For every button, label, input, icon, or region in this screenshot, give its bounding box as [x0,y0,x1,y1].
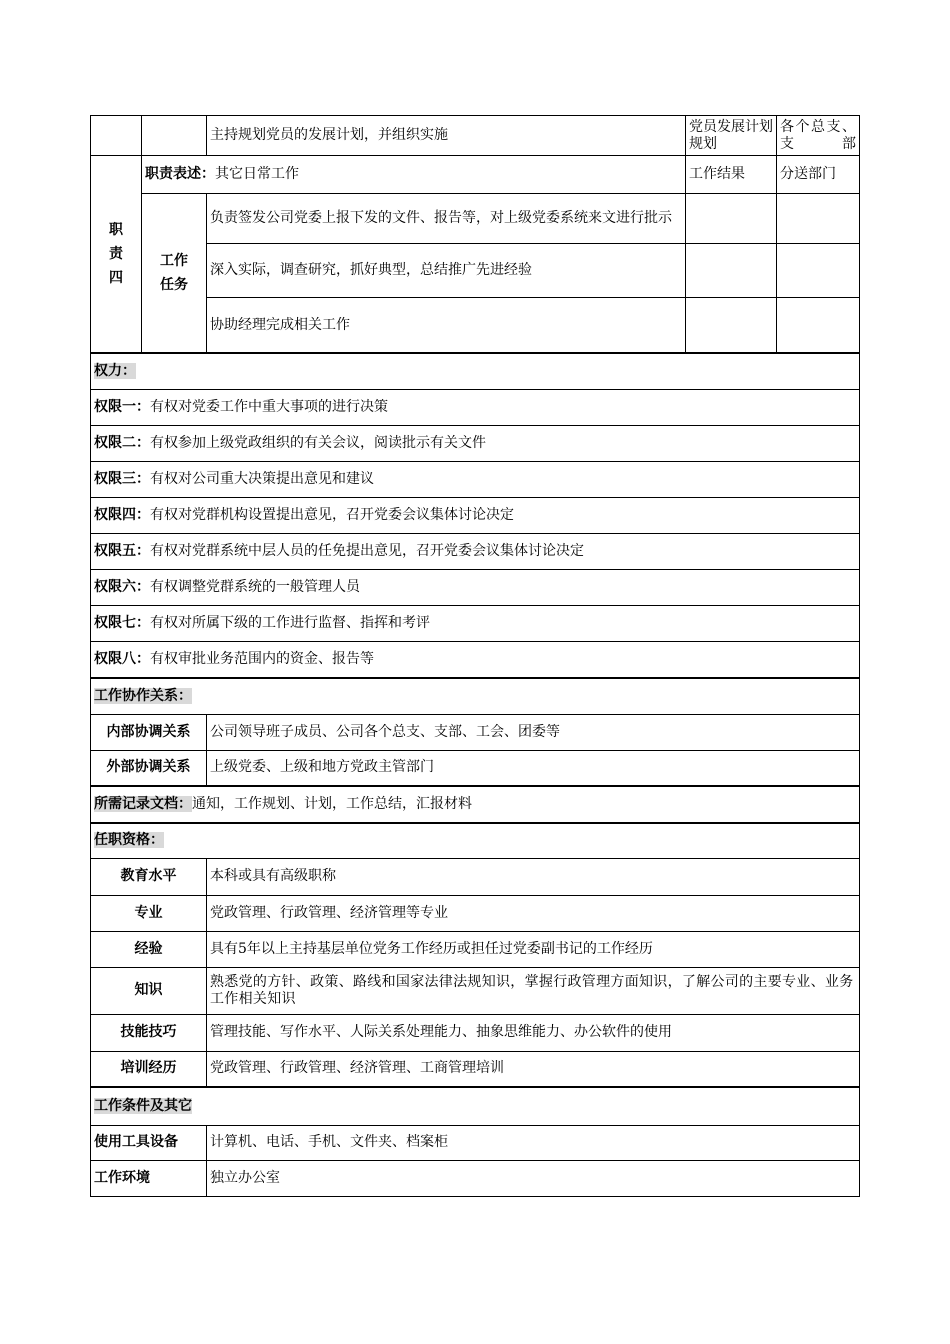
qualification-title-row [91,823,860,858]
desc-label: 职责表述： [145,166,215,182]
records-text: 通知，工作规划、计划，工作总结，汇报材料 [192,796,472,812]
task-row [91,244,860,298]
env-label: 工作环境 [91,1160,207,1196]
dept-cell: 各个总支、支部 [777,116,860,156]
task-row [91,298,860,353]
duty-table [90,115,860,353]
authority-title: 权力： [94,362,136,379]
authority-row: 权限二：有权参加上级党政组织的有关会议，阅读批示有关文件 [91,425,860,461]
internal-label: 内部协调关系 [91,714,207,750]
duty4-desc-row [91,156,860,194]
authority-row: 权限八：有权审批业务范围内的资金、报告等 [91,641,860,678]
env-row [91,1160,860,1196]
qualification-row: 知识 熟悉党的方针、政策、路线和国家法律法规知识，掌握行政管理方面知识，了解公司的主要专业、业务工作相关知识 [91,967,860,1014]
tools-label: 使用工具设备 [91,1125,207,1160]
authority-row: 权限三：有权对公司重大决策提出意见和建议 [91,461,860,497]
qualification-row: 技能技巧 管理技能、写作水平、人际关系处理能力、抽象思维能力、办公软件的使用 [91,1014,860,1051]
task-row [91,194,860,244]
env-text: 独立办公室 [207,1160,860,1196]
qualification-row: 经验 具有5年以上主持基层单位党务工作经历或担任过党委副书记的工作经历 [91,931,860,967]
authority-row: 权限一：有权对党委工作中重大事项的进行决策 [91,389,860,425]
info-table [90,352,860,1197]
qualification-title: 任职资格： [94,832,164,849]
external-row [91,750,860,786]
qualification-row: 专业 党政管理、行政管理、经济管理等专业 [91,895,860,931]
external-text: 上级党委、上级和地方党政主管部门 [207,750,860,786]
task-cell: 深入实际，调查研究，抓好典型，总结推广先进经验 [207,244,686,298]
conditions-title: 工作条件及其它 [94,1097,192,1114]
authority-row: 权限四：有权对党群机构设置提出意见，召开党委会议集体讨论决定 [91,497,860,533]
result-header: 工作结果 [686,156,777,194]
internal-text: 公司领导班子成员、公司各个总支、支部、工会、团委等 [207,714,860,750]
task-cell: 协助经理完成相关工作 [207,298,686,353]
result-cell: 党员发展计划规划 [686,116,777,156]
cooperation-title: 工作协作关系： [94,687,192,704]
authority-row: 权限五：有权对党群系统中层人员的任免提出意见，召开党委会议集体讨论决定 [91,533,860,569]
conditions-title-row [91,1087,860,1125]
duty4-label: 职 责 四 [91,156,142,353]
tools-text: 计算机、电话、手机、文件夹、档案柜 [207,1125,860,1160]
records-row [91,786,860,823]
authority-row: 权限七：有权对所属下级的工作进行监督、指挥和考评 [91,605,860,641]
cooperation-title-row [91,678,860,714]
records-label: 所需记录文档： [94,796,192,812]
authority-row: 权限六：有权调整党群系统的一般管理人员 [91,569,860,605]
duty3-last-row [91,116,860,156]
dept-header: 分送部门 [777,156,860,194]
desc-text: 其它日常工作 [215,166,299,182]
qualification-row: 培训经历 党政管理、行政管理、经济管理、工商管理培训 [91,1051,860,1087]
internal-row [91,714,860,750]
tools-row [91,1125,860,1160]
qualification-row: 教育水平 本科或具有高级职称 [91,858,860,895]
duty4-desc [142,156,686,194]
external-label: 外部协调关系 [91,750,207,786]
authority-title-row [91,353,860,389]
task-label: 工作 任务 [142,194,207,353]
task-cell: 负责签发公司党委上报下发的文件、报告等，对上级党委系统来文进行批示 [207,194,686,244]
task-cell: 主持规划党员的发展计划，并组织实施 [207,116,686,156]
